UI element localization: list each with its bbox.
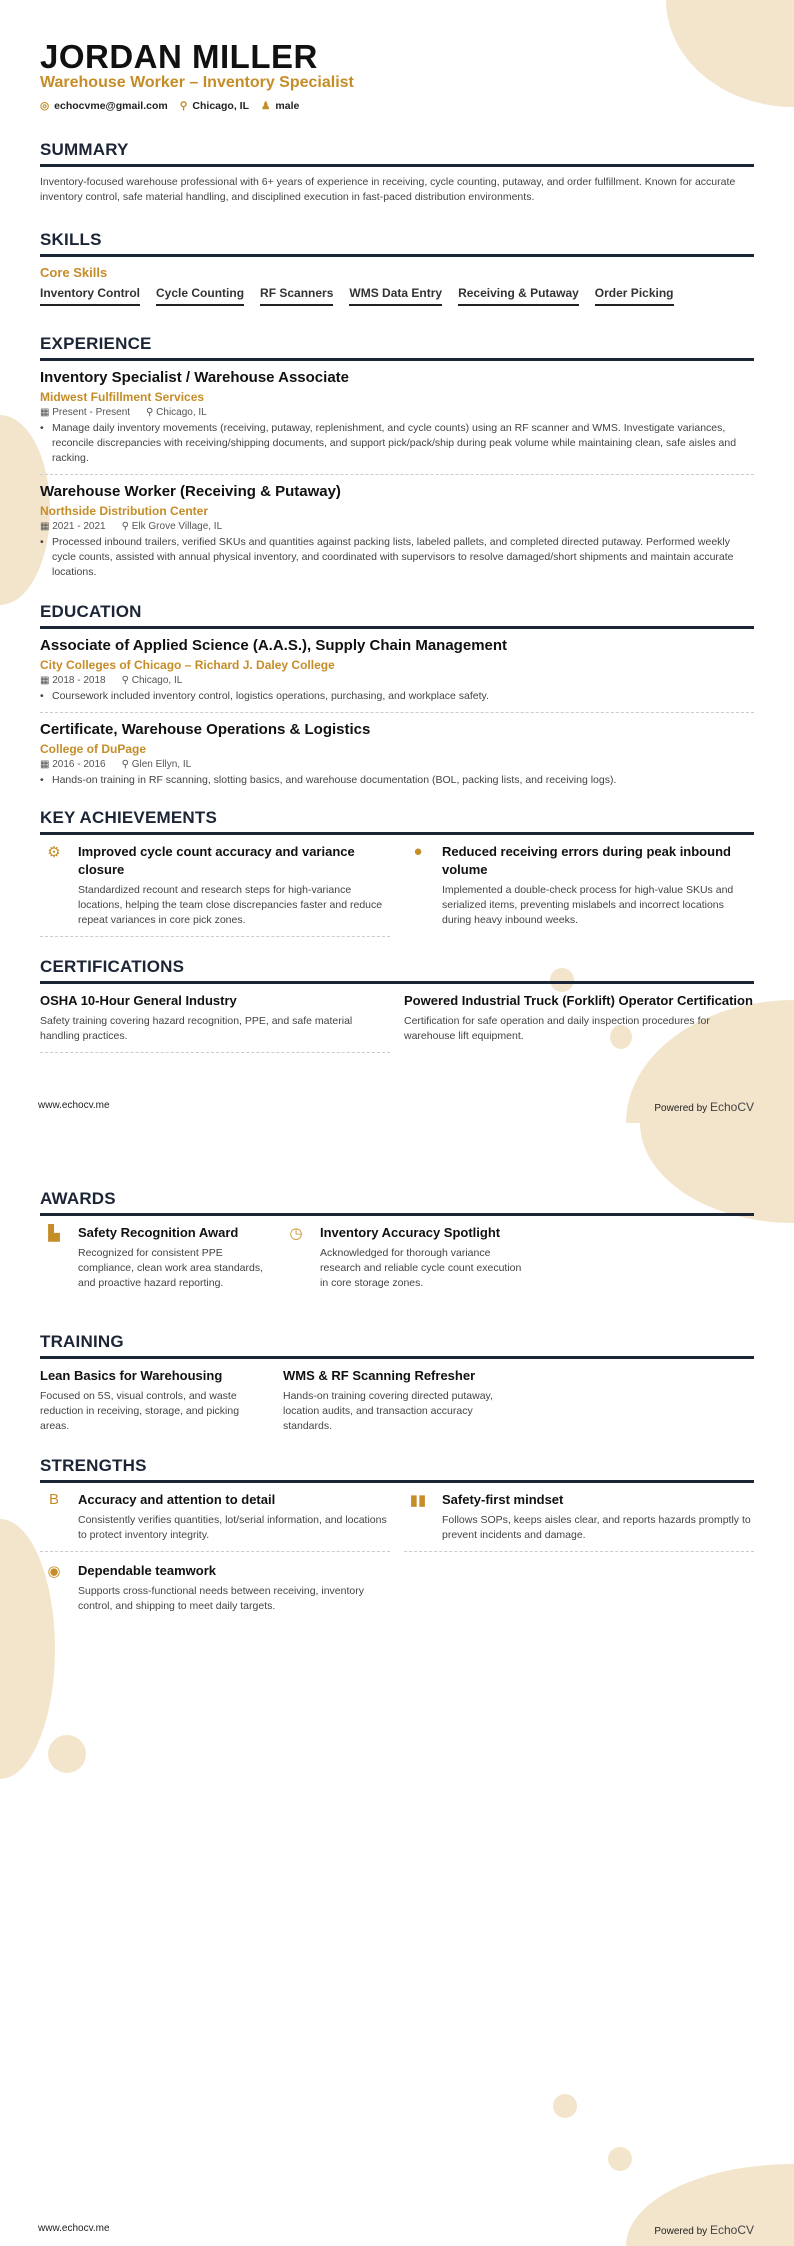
award-title: Inventory Accuracy Spotlight: [320, 1225, 501, 1240]
skill-item: WMS Data Entry: [349, 286, 442, 306]
summary-section: [40, 140, 754, 205]
section-heading: CERTIFICATIONS: [40, 957, 754, 984]
decorative-circle: [48, 1735, 86, 1773]
section-heading: TRAINING: [40, 1332, 754, 1359]
location-icon: ⚲: [146, 407, 157, 418]
experience-section: [40, 334, 754, 596]
skills-section: [40, 230, 754, 306]
badge-icon: ◉: [47, 1563, 61, 1580]
section-heading: SKILLS: [40, 230, 754, 257]
strengths-section: [40, 1456, 754, 1622]
certifications-section: [40, 957, 754, 1053]
education-item: [40, 637, 754, 713]
skills-subheading: Core Skills: [40, 265, 108, 280]
location: Chicago, IL: [131, 675, 183, 686]
skill-item: Receiving & Putaway: [458, 286, 579, 306]
bullet: • Hands-on training in RF scanning, slotting basics, and warehouse documentation (BOL, packing lists, and receiving logs).: [40, 773, 754, 788]
award-title: Safety Recognition Award: [78, 1225, 239, 1240]
certification-text: Certification for safe operation and daily inspection procedures for warehouse lift equipment.: [404, 1015, 710, 1042]
position-title: Warehouse Worker (Receiving & Putaway): [40, 483, 341, 500]
degree: Associate of Applied Science (A.A.S.), Supply Chain Management: [40, 637, 508, 654]
strength-item: [40, 1491, 390, 1552]
award-item: [40, 1224, 264, 1299]
strength-text: Follows SOPs, keeps aisles clear, and reports hazards promptly to prevent incidents and damage.: [442, 1514, 751, 1541]
certification-text: Safety training covering hazard recognition, PPE, and safe material handling practices.: [40, 1015, 353, 1042]
book-icon: ▮▮: [409, 1492, 427, 1509]
powered-by: Powered by: [654, 2226, 708, 2237]
skill-item: Order Picking: [595, 286, 674, 306]
company-name: Midwest Fulfillment Services: [40, 390, 205, 404]
certification-title: Powered Industrial Truck (Forklift) Operator Certification: [404, 993, 753, 1008]
job-title: Warehouse Worker – Inventory Specialist: [40, 74, 354, 91]
location-icon: ⚲: [121, 759, 132, 770]
footer-site[interactable]: www.echocv.me: [38, 2223, 110, 2234]
footer-powered: [654, 2223, 754, 2237]
gear-icon: ⚙: [47, 844, 61, 861]
brand: EchoCV: [709, 1100, 754, 1114]
summary-text: Inventory-focused warehouse professional with 6+ years of experience in receiving, cycle counting, putaway, and order fulfillment. Known for accurate inventory control, safe material handling, and disciplined execution in fast-paced distribution environments.: [40, 176, 736, 203]
training-text: Hands-on training covering directed putaway, location audits, and transaction accuracy standards.: [283, 1390, 493, 1432]
calendar-icon: ▦: [40, 759, 53, 770]
person-icon: ♟: [261, 100, 271, 112]
location: Chicago, IL: [192, 100, 249, 112]
location: Elk Grove Village, IL: [131, 521, 223, 532]
school: City Colleges of Chicago – Richard J. Daley College: [40, 658, 335, 672]
page-2: [0, 1123, 794, 2246]
experience-item: [40, 483, 754, 588]
achievement-item: [404, 843, 754, 937]
dates: 2018 - 2018: [52, 675, 106, 686]
gender: male: [275, 100, 300, 112]
award-text: Recognized for consistent PPE compliance, clean work area standards, and proactive hazard reporting.: [78, 1247, 264, 1289]
bold-b-icon: B: [48, 1491, 59, 1508]
achievement-text: Implemented a double-check process for high-value SKUs and serialized items, preventing mislabels and incorrect locations during heavy inbound weeks.: [442, 884, 734, 926]
skill-item: Inventory Control: [40, 286, 140, 306]
strength-text: Consistently verifies quantities, lot/serial information, and locations to protect inventory integrity.: [78, 1514, 387, 1541]
training-item: [40, 1367, 265, 1434]
training-title: WMS & RF Scanning Refresher: [283, 1368, 476, 1383]
bullet: • Processed inbound trailers, verified SKUs and quantities against packing lists, labeled pallets, and completed directed putaway. Performed weekly cycle counts, assisted with annual physical inventory, and coordinated with supervisors to resolve damaged/short shipments and maintain accurate locations.: [40, 535, 754, 580]
powered-by: Powered by: [654, 1103, 708, 1114]
degree: Certificate, Warehouse Operations & Logistics: [40, 721, 371, 738]
section-heading: SUMMARY: [40, 140, 754, 167]
strength-title: Safety-first mindset: [442, 1492, 564, 1507]
achievement-title: Improved cycle count accuracy and variance closure: [78, 844, 355, 877]
training-section: [40, 1332, 754, 1434]
bullet: • Manage daily inventory movements (receiving, putaway, replenishment, and cycle counts) using an RF scanner and WMS. Investigate variances, reconcile discrepancies with receiving/shipping documents, and support pick/pack/ship during peak volume while maintaining clean, safe aisles and racking.: [40, 421, 754, 466]
achievement-title: Reduced receiving errors during peak inbound volume: [442, 844, 731, 877]
email-icon: ◎: [40, 100, 50, 112]
certification-title: OSHA 10-Hour General Industry: [40, 993, 237, 1008]
location: Chicago, IL: [156, 407, 207, 418]
strength-title: Dependable teamwork: [78, 1563, 216, 1578]
achievement-item: [40, 843, 390, 937]
company-name: Northside Distribution Center: [40, 504, 209, 518]
document-icon: ▙: [48, 1225, 60, 1242]
location-icon: ⚲: [121, 675, 132, 686]
bullet: • Coursework included inventory control, logistics operations, purchasing, and workplace safety.: [40, 689, 754, 704]
achievements-section: [40, 808, 754, 937]
decorative-blob: [666, 0, 794, 107]
dates: Present - Present: [52, 407, 131, 418]
education-item: [40, 721, 754, 796]
award-text: Acknowledged for thorough variance research and reliable cycle count execution in core storage zones.: [320, 1247, 522, 1289]
chat-bubble-icon: ●: [413, 843, 423, 860]
candidate-name: JORDAN MILLER: [40, 38, 318, 75]
decorative-circle: [608, 2147, 632, 2171]
email[interactable]: echocvme@gmail.com: [54, 100, 168, 112]
location: Glen Ellyn, IL: [131, 759, 192, 770]
brand: EchoCV: [709, 2223, 754, 2237]
skill-item: RF Scanners: [260, 286, 333, 306]
section-heading: KEY ACHIEVEMENTS: [40, 808, 754, 835]
strength-text: Supports cross-functional needs between receiving, inventory control, and shipping to meet daily targets.: [78, 1585, 364, 1612]
award-item: [282, 1224, 522, 1299]
training-title: Lean Basics for Warehousing: [40, 1368, 223, 1383]
clock-icon: ◷: [289, 1225, 303, 1242]
achievement-text: Standardized recount and research steps for high-variance locations, helping the team close discrepancies faster and reduce repeat variances in core pick zones.: [78, 884, 383, 926]
training-text: Focused on 5S, visual controls, and waste reduction in receiving, storage, and picking areas.: [40, 1390, 240, 1432]
strength-item: [404, 1491, 754, 1552]
dates: 2016 - 2016: [52, 759, 106, 770]
section-heading: EDUCATION: [40, 602, 754, 629]
location-icon: ⚲: [179, 100, 188, 112]
contact-info: [40, 100, 299, 112]
footer-powered: [654, 1100, 754, 1114]
decorative-circle: [553, 2094, 577, 2118]
footer-site[interactable]: www.echocv.me: [38, 1100, 110, 1111]
education-section: [40, 602, 754, 804]
certification-item: [404, 992, 754, 1053]
strength-item: [40, 1562, 390, 1622]
calendar-icon: ▦: [40, 675, 53, 686]
section-heading: AWARDS: [40, 1189, 754, 1216]
location-icon: ⚲: [121, 521, 132, 532]
calendar-icon: ▦: [40, 407, 53, 418]
training-item: [283, 1367, 498, 1434]
strength-title: Accuracy and attention to detail: [78, 1492, 276, 1507]
skill-item: Cycle Counting: [156, 286, 244, 306]
section-heading: STRENGTHS: [40, 1456, 754, 1483]
dates: 2021 - 2021: [52, 521, 106, 532]
calendar-icon: ▦: [40, 521, 53, 532]
awards-section: [40, 1189, 754, 1299]
section-heading: EXPERIENCE: [40, 334, 754, 361]
position-title: Inventory Specialist / Warehouse Associate: [40, 369, 349, 386]
experience-item: [40, 369, 754, 475]
certification-item: [40, 992, 390, 1053]
school: College of DuPage: [40, 742, 147, 756]
